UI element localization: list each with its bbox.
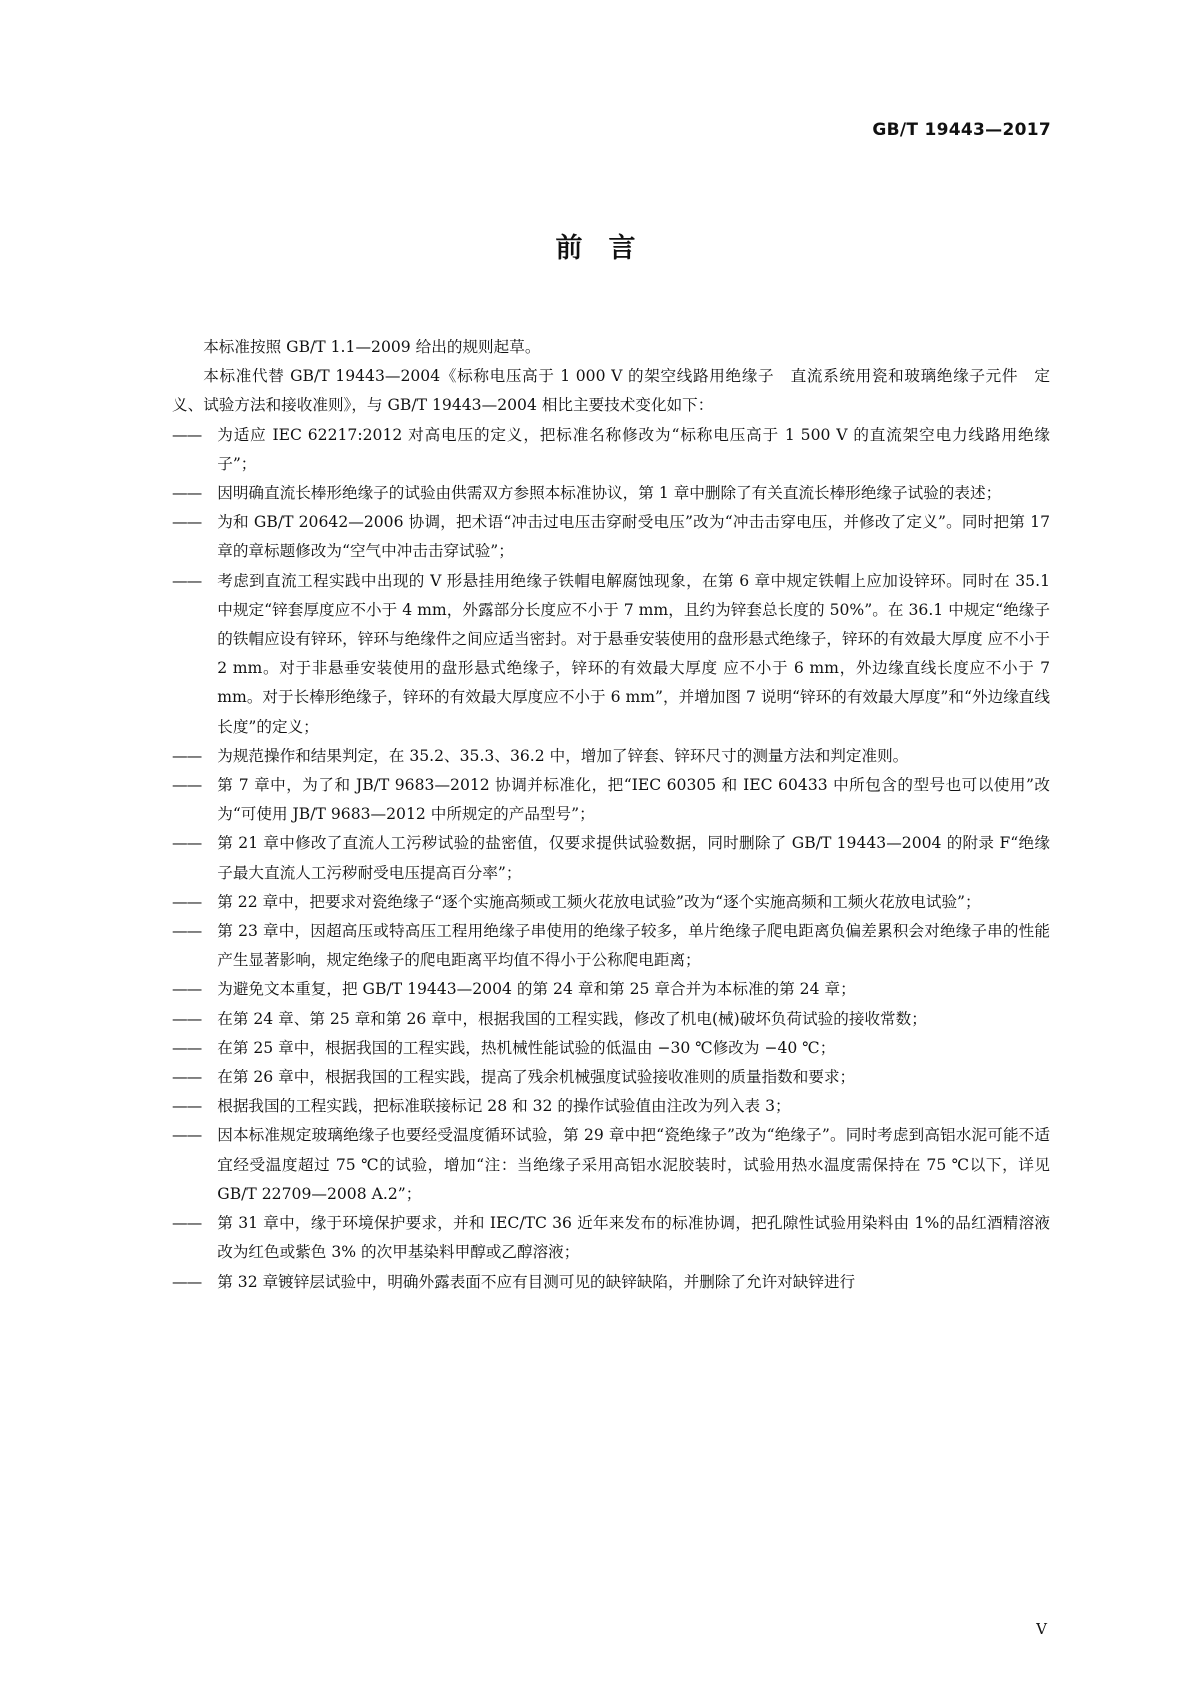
list-item-text: 为和 GB/T 20642—2006 协调，把术语“冲击过电压击穿耐受电压”改为“冲击击穿电压，并修改了定义”。同时把第 17 章的章标题修改为“空气中冲击击穿试验”；: [217, 513, 1050, 561]
dash-marker: ——: [172, 980, 202, 999]
dash-marker: ——: [172, 776, 202, 795]
list-item-text: 第 22 章中，把要求对瓷绝缘子“逐个实施高频或工频火花放电试验”改为“逐个实施高频和工频火花放电试验”；: [217, 892, 981, 911]
list-item: [172, 421, 1050, 479]
dash-marker: ——: [172, 1214, 202, 1233]
list-item-text: 为规范操作和结果判定，在 35.2、35.3、36.2 中，增加了锌套、锌环尺寸的测量方法和判定准则。: [217, 746, 909, 765]
list-item: [172, 1005, 1050, 1034]
list-item-text: 在第 25 章中，根据我国的工程实践，热机械性能试验的低温由 −30 ℃修改为 −40 ℃；: [217, 1038, 836, 1057]
change-list: [172, 421, 1050, 1297]
list-item: [172, 1092, 1050, 1121]
document-body: [172, 333, 1050, 1297]
list-item-text: 因本标准规定玻璃绝缘子也要经受温度循环试验，第 29 章中把“瓷绝缘子”改为“绝缘子”。同时考虑到高铝水泥可能不适宜经受温度超过 75 ℃的试验，增加“注：当绝缘子采用高铝水泥胶装时，试验用热水温度需保持在 75 ℃以下，详见 GB/T 22709—2008 A.2”；: [217, 1126, 1050, 1203]
paragraph-replacement: 本标准代替 GB/T 19443—2004《标称电压高于 1 000 V 的架空线路用绝缘子 直流系统用瓷和玻璃绝缘子元件 定义、试验方法和接收准则》，与 GB/T 19443—2004 相比主要技术变化如下：: [172, 367, 1050, 415]
dash-marker: ——: [172, 1068, 202, 1087]
dash-marker: ——: [172, 1272, 202, 1291]
list-item: [172, 1268, 1050, 1297]
list-item-text: 在第 24 章、第 25 章和第 26 章中，根据我国的工程实践，修改了机电(械)破坏负荷试验的接收常数；: [217, 1009, 927, 1028]
dash-marker: ——: [172, 425, 202, 444]
list-item: [172, 479, 1050, 508]
list-item: [172, 917, 1050, 975]
dash-marker: ——: [172, 1009, 202, 1028]
dash-marker: ——: [172, 1038, 202, 1057]
page-number: V: [1036, 1620, 1047, 1638]
list-item: [172, 1063, 1050, 1092]
list-item: [172, 508, 1050, 566]
list-item-text: 第 21 章中修改了直流人工污秽试验的盐密值，仅要求提供试验数据，同时删除了 GB/T 19443—2004 的附录 F“绝缘子最大直流人工污秽耐受电压提高百分率”；: [217, 834, 1050, 882]
list-item-text: 为避免文本重复，把 GB/T 19443—2004 的第 24 章和第 25 章合并为本标准的第 24 章；: [217, 980, 856, 999]
dash-marker: ——: [172, 834, 202, 853]
list-item-text: 第 31 章中，缘于环境保护要求，并和 IEC/TC 36 近年来发布的标准协调，把孔隙性试验用染料由 1%的品红酒精溶液改为红色或紫色 3% 的次甲基染料甲醇或乙醇溶液；: [217, 1214, 1050, 1262]
list-item-text: 根据我国的工程实践，把标准联接标记 28 和 32 的操作试验值由注改为列入表 3；: [217, 1097, 791, 1116]
dash-marker: ——: [172, 513, 202, 532]
list-item-text: 第 23 章中，因超高压或特高压工程用绝缘子串使用的绝缘子较多，单片绝缘子爬电距离负偏差累积会对绝缘子串的性能产生显著影响，规定绝缘子的爬电距离平均值不得小于公称爬电距离；: [217, 922, 1050, 970]
dash-marker: ——: [172, 484, 202, 503]
dash-marker: ——: [172, 746, 202, 765]
standard-number: GB/T 19443—2017: [872, 120, 1051, 140]
list-item: [172, 829, 1050, 887]
dash-marker: ——: [172, 922, 202, 941]
list-item-text: 为适应 IEC 62217:2012 对高电压的定义，把标准名称修改为“标称电压高于 1 500 V 的直流架空电力线路用绝缘子”；: [217, 425, 1050, 473]
page-title: 前言: [555, 233, 662, 264]
paragraph-drafting-rules: 本标准按照 GB/T 1.1—2009 给出的规则起草。: [203, 338, 541, 356]
list-item: [172, 742, 1050, 771]
list-item: [172, 771, 1050, 829]
list-item: [172, 975, 1050, 1004]
dash-marker: ——: [172, 892, 202, 911]
list-item-text: 第 32 章镀锌层试验中，明确外露表面不应有目测可见的缺锌缺陷，并删除了允许对缺锌进行: [217, 1272, 856, 1291]
list-item: [172, 1034, 1050, 1063]
dash-marker: ——: [172, 1097, 202, 1116]
list-item-text: 因明确直流长棒形绝缘子的试验由供需双方参照本标准协议，第 1 章中删除了有关直流长棒形绝缘子试验的表述；: [217, 484, 1002, 503]
list-item-text: 第 7 章中，为了和 JB/T 9683—2012 协调并标准化，把“IEC 60305 和 IEC 60433 中所包含的型号也可以使用”改为“可使用 JB/T 9683—2012 中所规定的产品型号”；: [217, 776, 1050, 824]
dash-marker: ——: [172, 1126, 202, 1145]
dash-marker: ——: [172, 571, 202, 590]
list-item-text: 在第 26 章中，根据我国的工程实践，提高了残余机械强度试验接收准则的质量指数和要求；: [217, 1068, 856, 1087]
list-item: [172, 888, 1050, 917]
list-item: [172, 567, 1050, 742]
list-item-text: 考虑到直流工程实践中出现的 V 形悬挂用绝缘子铁帽电解腐蚀现象，在第 6 章中规定铁帽上应加设锌环。同时在 35.1 中规定“锌套厚度应不小于 4 mm，外露部分长度应不小于 7 mm，且约为锌套总长度的 50%”。在 36.1 中规定“绝缘子的铁帽应设有锌环，锌环与绝缘件之间应适当密封。对于悬垂安装使用的盘形悬式绝缘子，锌环的有效最大厚度 应不小于 2 mm。对于非悬垂安装使用的盘形悬式绝缘子，锌环的有效最大厚度 应不小于 6 mm，外边缘直线长度应不小于 7 mm。对于长棒形绝缘子，锌环的有效最大厚度应不小于 6 mm”，并增加图 7 说明“锌环的有效最大厚度”和“外边缘直线长度”的定义；: [217, 571, 1050, 736]
list-item: [172, 1121, 1050, 1209]
list-item: [172, 1209, 1050, 1267]
